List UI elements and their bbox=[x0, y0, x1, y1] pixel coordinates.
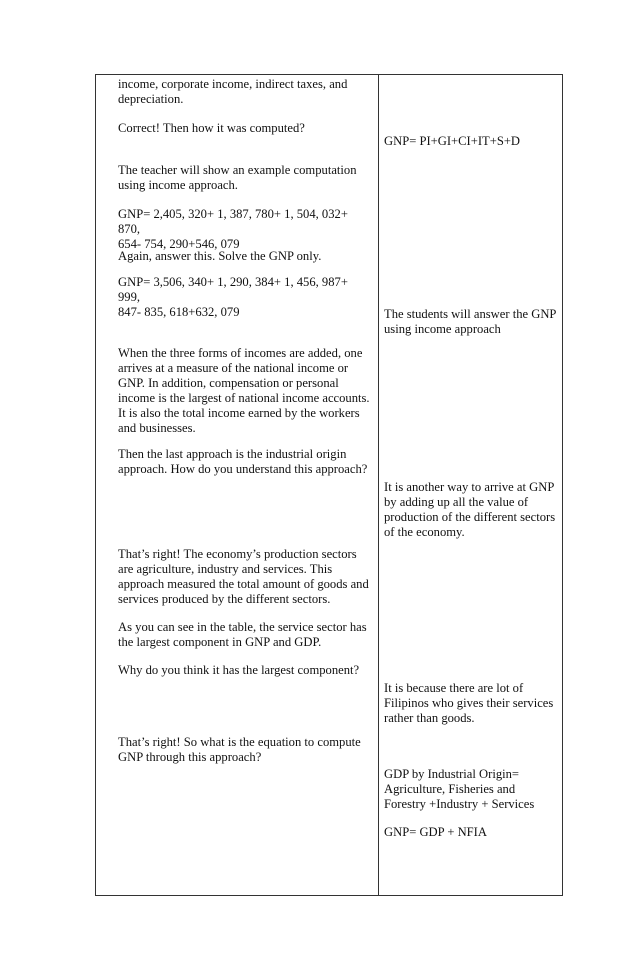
teacher-text-2: Correct! Then how it was computed? bbox=[118, 121, 305, 135]
column-divider bbox=[378, 75, 379, 895]
teacher-text-7: When the three forms of incomes are added, one arrives at a measure of the national income or GNP. In addition, compensation or personal income is the largest of national income accounts. It is also the total income earned by the workers and businesses. bbox=[118, 346, 370, 435]
teacher-text-5: Again, answer this. Solve the GNP only. bbox=[118, 249, 322, 263]
student-text-4: It is because there are lot of Filipinos who gives their services rather than goods. bbox=[384, 681, 554, 725]
student-text-5: GDP by Industrial Origin= Agriculture, Fisheries and Forestry +Industry + Services bbox=[384, 767, 535, 811]
student-text-3: It is another way to arrive at GNP by adding up all the value of production of the different sectors of the economy. bbox=[384, 480, 556, 539]
teacher-text-6: GNP= 3,506, 340+ 1, 290, 384+ 1, 456, 987+ 999, 847- 835, 618+632, 079 bbox=[118, 275, 348, 319]
teacher-text-12: That’s right! So what is the equation to compute GNP through this approach? bbox=[118, 735, 361, 764]
student-text-1: GNP= PI+GI+CI+IT+S+D bbox=[384, 134, 521, 148]
teacher-text-11: Why do you think it has the largest component? bbox=[118, 663, 360, 677]
teacher-text-10: As you can see in the table, the service sector has the largest component in GNP and GDP. bbox=[118, 620, 367, 649]
student-text-2: The students will answer the GNP using income approach bbox=[384, 307, 557, 336]
student-text-6: GNP= GDP + NFIA bbox=[384, 825, 487, 839]
teacher-text-8: Then the last approach is the industrial origin approach. How do you understand this approach? bbox=[118, 447, 368, 476]
teacher-text-4: GNP= 2,405, 320+ 1, 387, 780+ 1, 504, 032+ 870, 654- 754, 290+546, 079 bbox=[118, 207, 348, 251]
teacher-text-3: The teacher will show an example computation using income approach. bbox=[118, 163, 357, 192]
teacher-text-9: That’s right! The economy’s production sectors are agriculture, industry and services. This approach measured the total amount of goods and services produced by the different sectors. bbox=[118, 547, 369, 606]
lesson-table bbox=[95, 74, 563, 896]
teacher-text-1: income, corporate income, indirect taxes, and depreciation. bbox=[118, 77, 348, 106]
